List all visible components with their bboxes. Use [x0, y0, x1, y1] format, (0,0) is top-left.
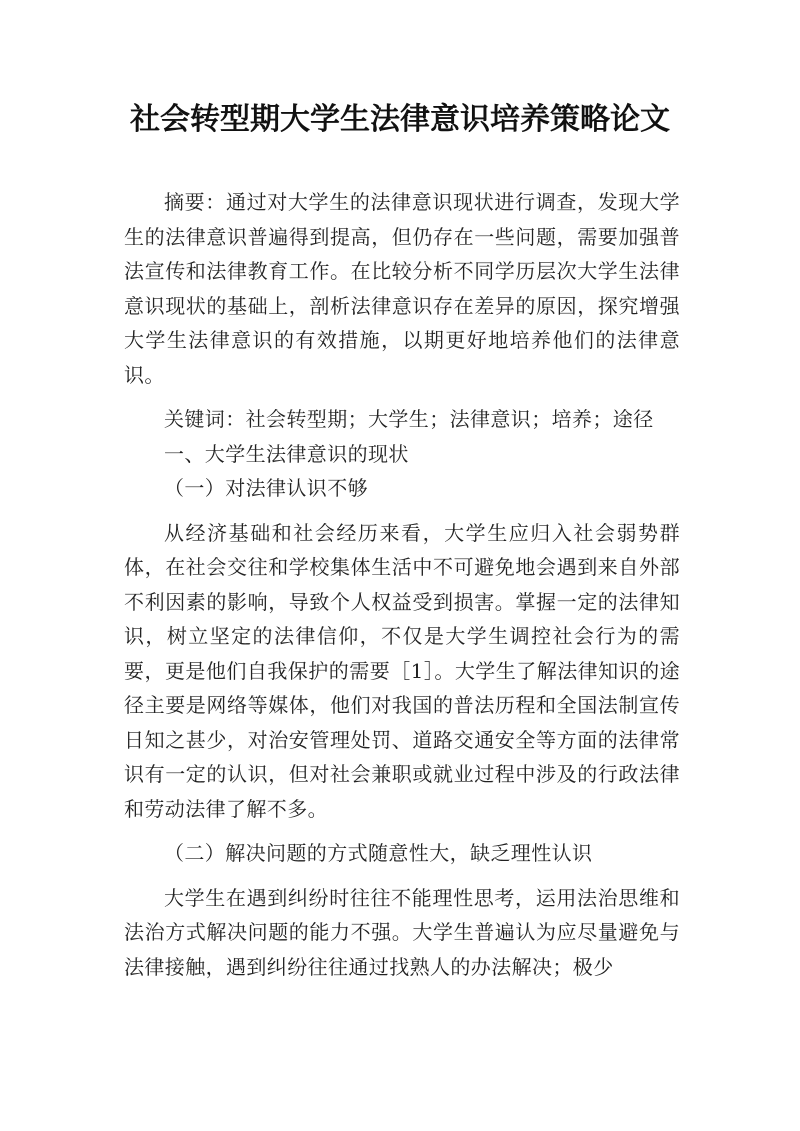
document-body [124, 185, 680, 984]
subsection-2-paragraph: 大学生在遇到纠纷时往往不能理性思考，运用法治思维和法治方式解决问题的能力不强。大学生普遍认为应尽量避免与法律接触，遇到纠纷往往通过找熟人的办法解决；极少 [124, 885, 680, 979]
section-heading: 一、大学生法律意识的现状 [164, 441, 409, 466]
document-title: 社会转型期大学生法律意识培养策略论文 [130, 102, 670, 137]
abstract-paragraph: 摘要：通过对大学生的法律意识现状进行调查，发现大学生的法律意识普遍得到提高，但仍存在一些问题，需要加强普法宣传和法律教育工作。在比较分析不同学历层次大学生法律意识现状的基础上，剖析法律意识存在差异的原因，探究增强大学生法律意识的有效措施，以期更好地培养他们的法律意识。 [124, 190, 680, 387]
subsection-heading-1: （一）对法律认识不够 [164, 476, 368, 500]
subsection-1-paragraph: 从经济基础和社会经历来看，大学生应归入社会弱势群体，在社会交往和学校集体生活中不可避免地会遇到来自外部不利因素的影响，导致个人权益受到损害。掌握一定的法律知识，树立坚定的法律信仰，不仅是大学生调控社会行为的需要，更是他们自我保护的需要［1］。大学生了解法律知识的途径主要是网络等媒体，他们对我国的普法历程和全国法制宣传日知之甚少，对治安管理处罚、道路交通安全等方面的法律常识有一定的认识，但对社会兼职或就业过程中涉及的行政法律和劳动法律了解不多。 [124, 520, 680, 821]
subsection-heading-2: （二）解决问题的方式随意性大，缺乏理性认识 [164, 841, 593, 865]
keywords-line: 关键词：社会转型期；大学生；法律意识；培养；途径 [164, 407, 654, 431]
